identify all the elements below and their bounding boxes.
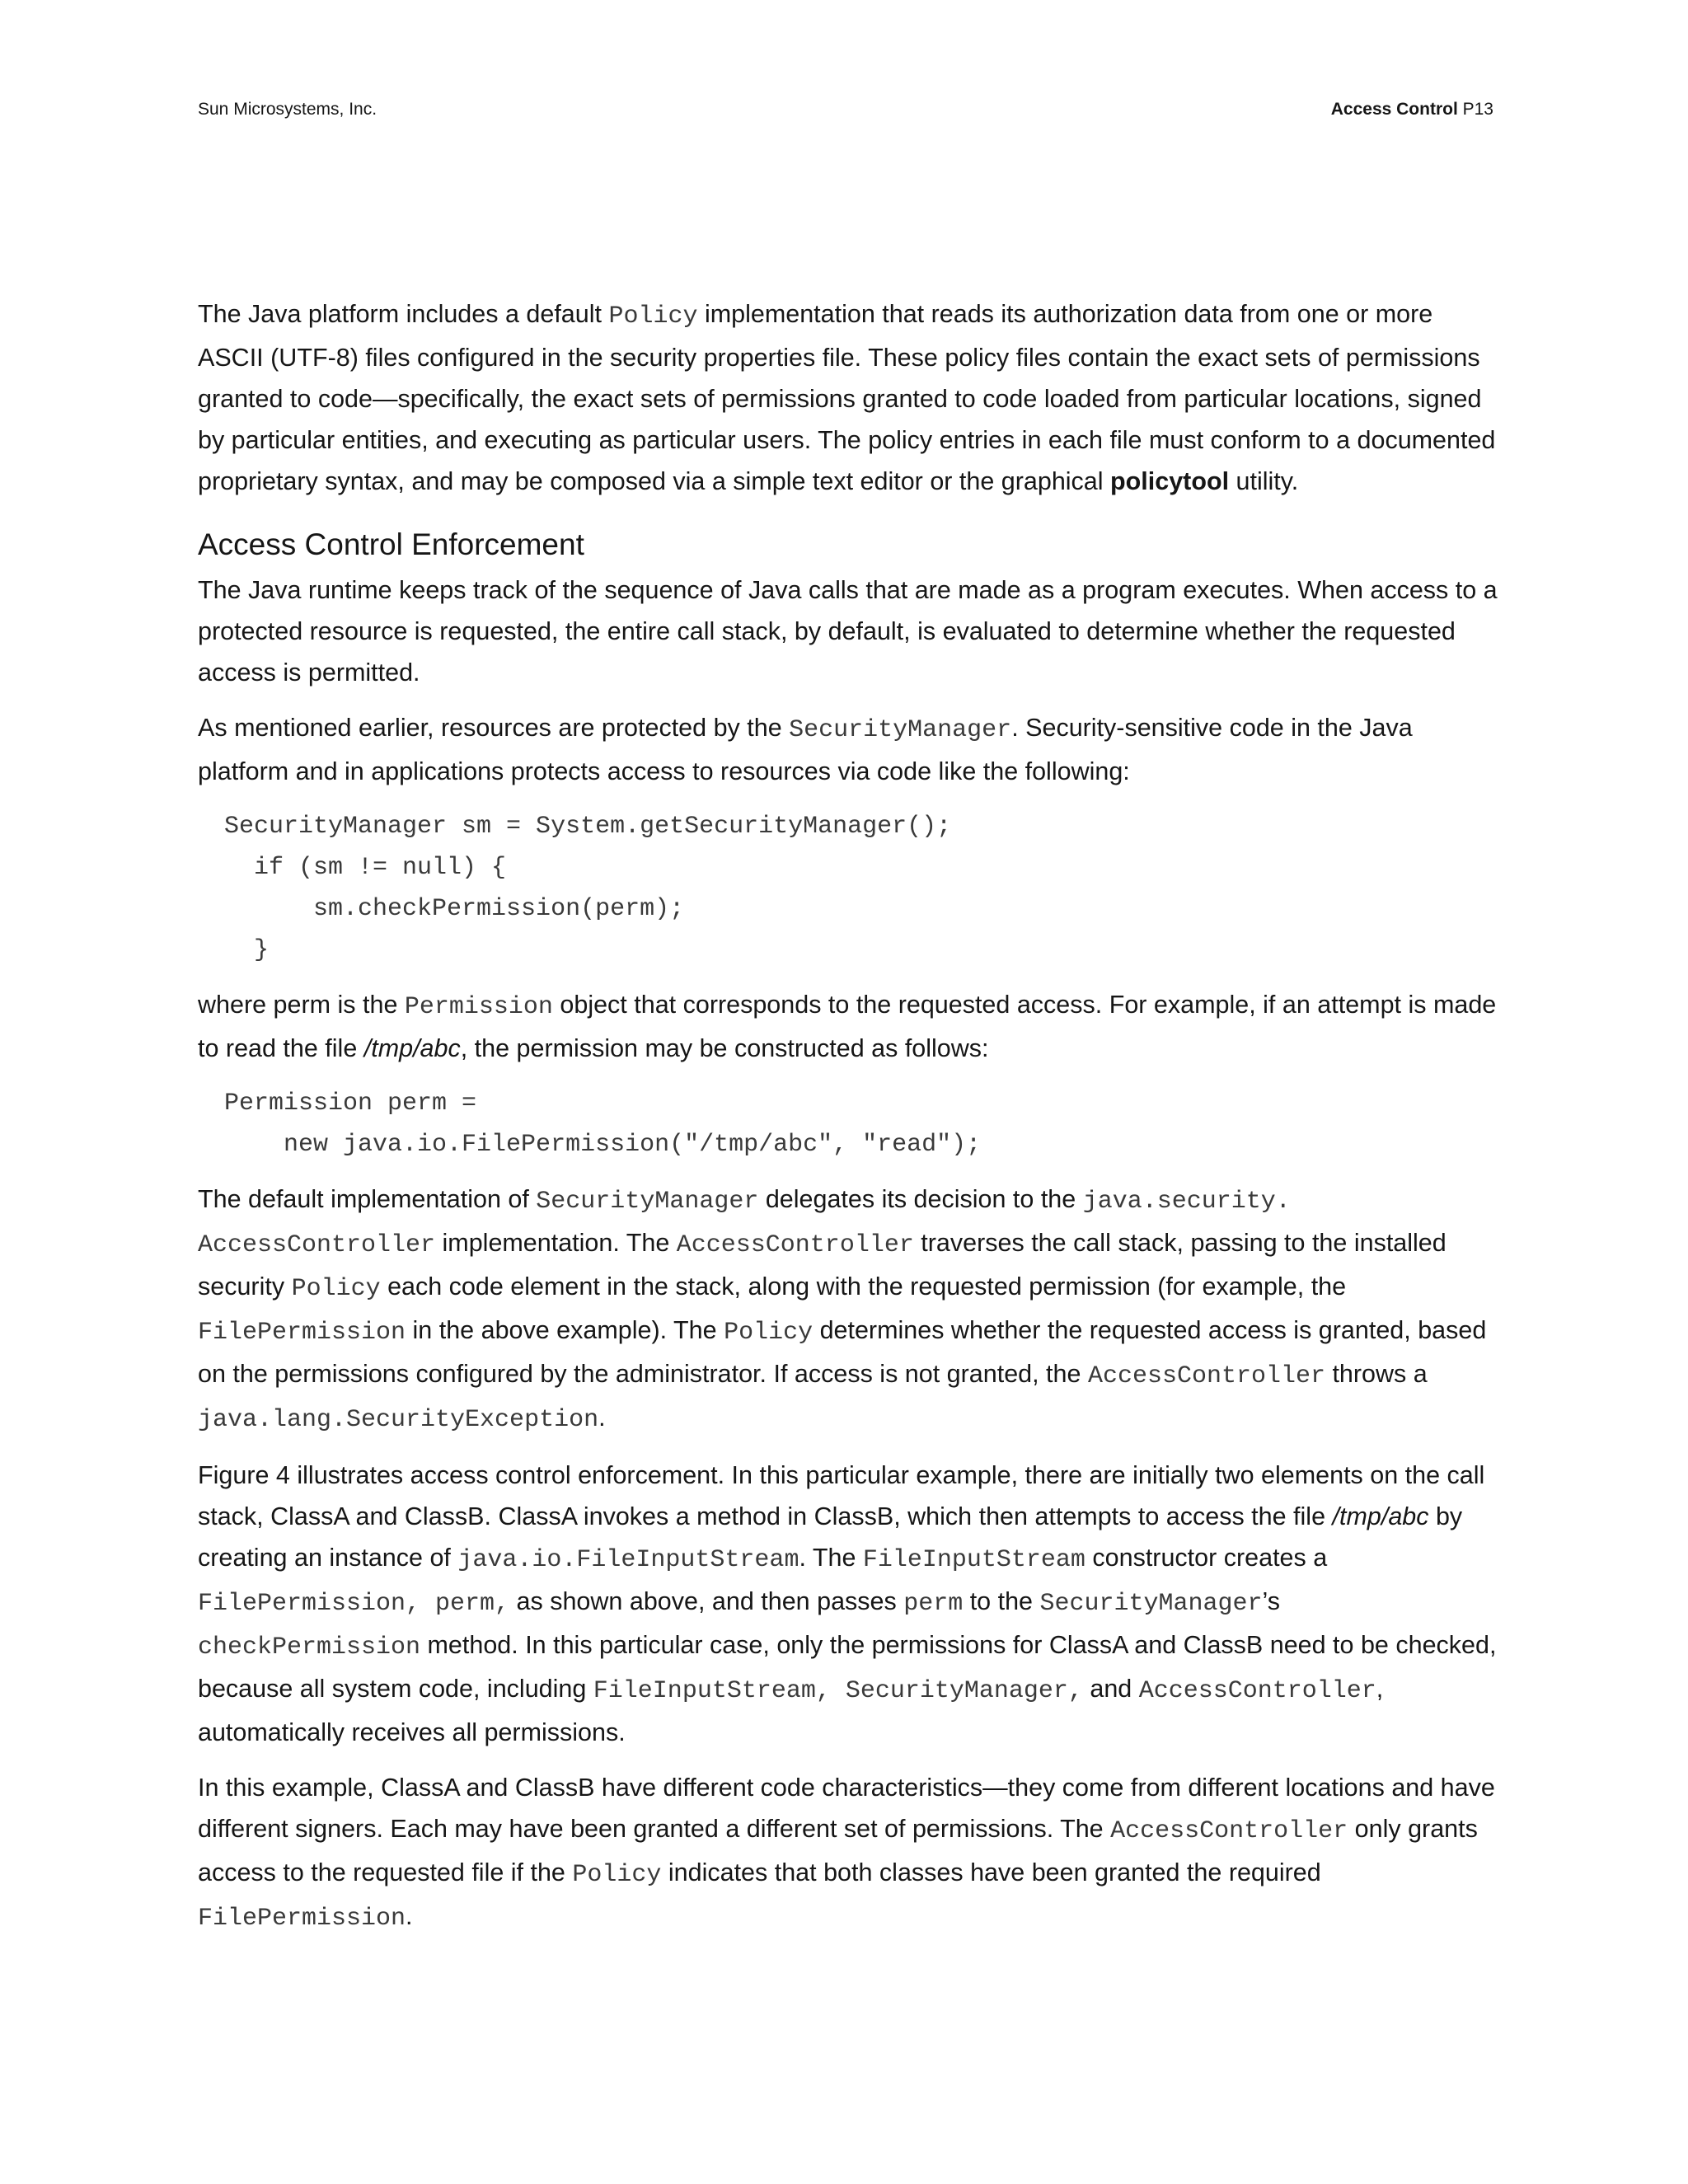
text-run: throws a [1325,1360,1428,1388]
text-run: only grants access to the requested file if the [198,1815,1478,1886]
code-accesscontroller: AccessController [676,1231,914,1259]
page-header [198,97,1493,122]
code-securitymanager: SecurityManager [789,716,1012,744]
text-run: implementation. The [435,1229,677,1257]
code-system-classes: FileInputStream, SecurityManager, [593,1677,1083,1705]
default-impl-paragraph [198,1179,1500,1441]
text-run: by creating an instance of [198,1502,1463,1572]
text-run: . [598,1404,606,1432]
code-policy: Policy [572,1861,662,1889]
code-line: SecurityManager sm = System.getSecurityManager(); [224,813,952,841]
code-fileinputstream: java.io.FileInputStream [457,1546,799,1574]
text-run: determines whether the requested access is granted, based on the permissions configured by the administrator. If access is not granted, the [198,1316,1487,1388]
code-block-file-permission [224,1083,1500,1165]
text-run: The default implementation of [198,1185,537,1213]
runtime-paragraph: The Java runtime keeps track of the sequence of Java calls that are made as a program executes. When access to a protected resource is requested, the entire call stack, by default, is evaluated to determine whether the requested access is permitted. [198,576,1498,687]
code-policy: Policy [608,302,698,330]
section-page-label [1331,97,1493,122]
text-run: , the permission may be constructed as follows: [460,1034,989,1062]
text-run: object that corresponds to the requested access. For example, if an attempt is made to read the file [198,991,1497,1062]
text-run: utility. [1229,467,1299,495]
text-run: indicates that both classes have been granted the required [661,1858,1321,1886]
figure-paragraph [198,1455,1500,1753]
code-securitymanager: SecurityManager [536,1188,759,1216]
code-java-security: java.security. [1082,1188,1291,1216]
code-accesscontroller: AccessController [1110,1817,1348,1845]
code-line: } [224,936,270,964]
text-run: The Java platform includes a default [198,300,609,328]
company-name: Sun Microsystems, Inc. [198,100,377,119]
text-run: Figure 4 illustrates access control enforcement. In this particular example, there are initially two elements on the call stack, ClassA and ClassB. ClassA invokes a method in ClassB, which then attempts to access the file [198,1461,1485,1530]
code-filepermission: FilePermission [198,1319,406,1347]
text-run: in the above example). The [406,1316,724,1344]
code-fileinputstream: FileInputStream [862,1546,1085,1574]
code-accesscontroller: AccessController [198,1231,436,1259]
text-run: to the [963,1587,1040,1615]
code-securitymanager: SecurityManager [1039,1590,1263,1618]
text-run: . [406,1902,413,1930]
text-run: In this example, ClassA and ClassB have different code characteristics—they come from different locations and have different signers. Each may have been granted a different set of permissions. The [198,1774,1495,1843]
text-run: delegates its decision to the [758,1185,1083,1213]
code-policy: Policy [724,1319,814,1347]
text-run: ’s [1262,1587,1281,1615]
code-line: new java.io.FilePermission("/tmp/abc", "read"); [224,1131,982,1159]
code-permission: Permission [404,993,553,1021]
mentioned-paragraph [198,707,1500,792]
code-perm: perm [903,1590,964,1618]
example-paragraph [198,1767,1500,1939]
code-accesscontroller: AccessController [1087,1362,1325,1390]
text-run: where perm is the [198,991,405,1019]
code-accesscontroller: AccessController [1138,1677,1376,1705]
text-run: constructor creates a [1085,1544,1328,1572]
text-run: and [1082,1675,1139,1703]
code-policy: Policy [291,1275,381,1303]
policytool-term: policytool [1110,467,1230,495]
text-run: , automatically receives all permissions. [198,1675,1384,1746]
text-run: as shown above, and then passes [509,1587,904,1615]
text-run: . Security-sensitive code in the Java platform and in applications protects access to resources via code like the following: [198,714,1413,785]
text-run: implementation that reads its authorization data from one or more ASCII (UTF-8) files configured in the security properties file. These policy files contain the exact sets of permissions granted to code—specifically, the exact sets of permissions granted to code loaded from particular locations, signed by particular entities, and executing as particular users. The policy entries in each file must conform to a documented proprietary syntax, and may be composed via a simple text editor or the graphical [198,300,1496,495]
text-run: method. In this particular case, only the permissions for ClassA and ClassB need to be checked, because all system code, including [198,1631,1497,1703]
text-run: each code element in the stack, along with the requested permission (for example, the [380,1272,1347,1301]
code-line: sm.checkPermission(perm); [224,895,685,923]
code-checkpermission: checkPermission [198,1633,421,1661]
section-title: Access Control [1330,100,1458,119]
code-line: Permission perm = [224,1090,477,1118]
policy-paragraph [198,293,1500,502]
code-filepermission: FilePermission, perm, [198,1590,510,1618]
text-run: . The [799,1544,863,1572]
file-path: /tmp/abc [363,1034,461,1062]
document-body [198,293,1500,1953]
file-path: /tmp/abc [1332,1502,1429,1530]
code-filepermission: FilePermission [198,1905,406,1933]
code-line: if (sm != null) { [224,854,507,882]
code-block-security-check [224,806,1500,971]
text-run: traverses the call stack, passing to the installed security [198,1229,1447,1301]
text-run: As mentioned earlier, resources are protected by the [198,714,790,742]
perm-paragraph [198,984,1500,1069]
page-number: P13 [1462,100,1493,119]
section-heading: Access Control Enforcement [198,527,584,561]
code-securityexception: java.lang.SecurityException [198,1406,599,1434]
